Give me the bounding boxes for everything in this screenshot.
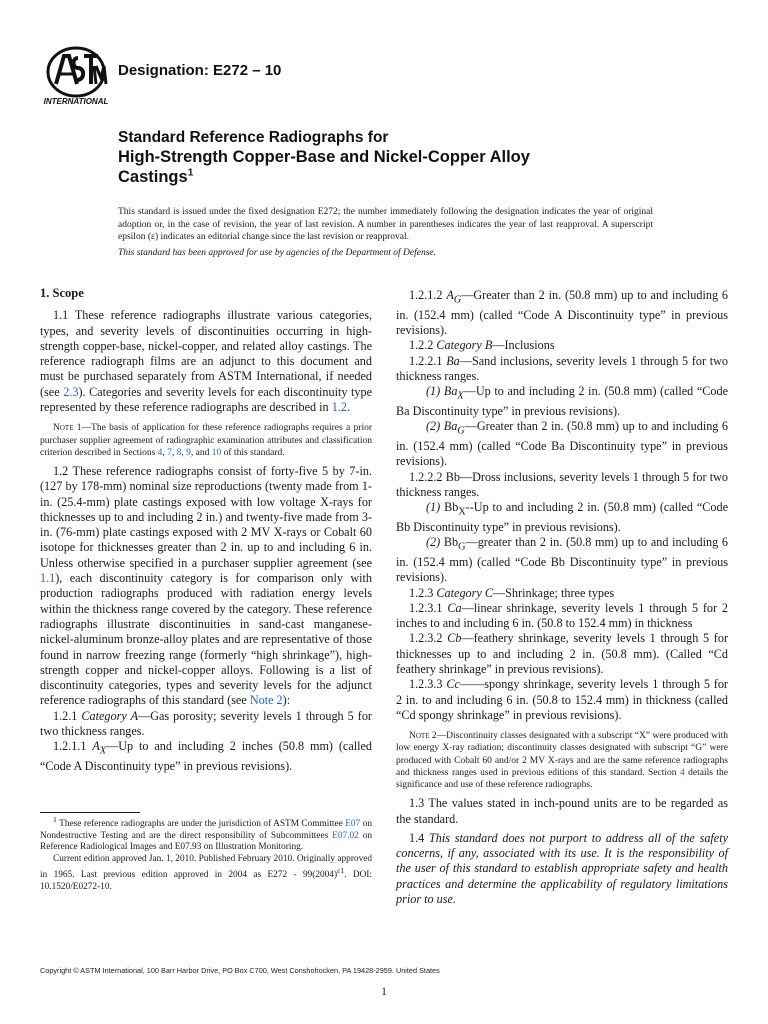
- copyright-notice: Copyright © ASTM International, 100 Barr Harbor Drive, PO Box C700, West Conshohocken, PA 19428-2959. United States: [40, 966, 440, 975]
- category-b-label: Category B: [436, 338, 493, 353]
- clause-number: 1.2.3.2: [409, 631, 448, 646]
- code-ba: Ba: [446, 353, 460, 368]
- paragraph-1-2-1-1: [40, 739, 372, 774]
- note-1: Note 1—The basis of application for these reference radiographs requires a prior purchaser supplier agreement of radiographic examination attributes and classification criterion described in Sections 4, 7, 8, 9, and 10 of this standard.: [40, 423, 373, 458]
- code-subscript: G: [453, 294, 462, 306]
- left-column: [40, 286, 372, 774]
- document-header: [38, 44, 738, 108]
- paragraph-text: —Shrinkage; three types: [492, 585, 615, 600]
- note-2-text: —Discontinuity classes designated with a subscript “X” were produced with low energy X-ray radiation; discontinuity classes designated with subscript “G” were produced with Cobalt 60 and/or 2 MV X-rays and are the same reference radiographs and thickness ranges used in previous editions of this standard. Section: [396, 731, 729, 778]
- link-section-7[interactable]: 7: [167, 447, 172, 458]
- category-a-label: Category A: [81, 708, 139, 723]
- footnote-text-b: on Nondestructive Testing and are the direct responsibility of Subcommittees: [40, 819, 372, 841]
- title-line-2: High-Strength Copper-Base and Nickel-Copper Alloy: [118, 148, 530, 166]
- paragraph-text: —Sand inclusions, severity levels 1 through 5 for two thickness ranges.: [396, 353, 729, 383]
- note-1-label: Note: [53, 423, 74, 434]
- paragraph-text: --Up to and including 2 in. (50.8 mm) (called “Code Bb Discontinuity type” in previous revisions).: [396, 500, 728, 534]
- paragraph-1-2-text-c: ):: [282, 693, 291, 708]
- code-a: A: [92, 739, 100, 754]
- code-a: A: [446, 288, 454, 302]
- paragraph-text: —Inclusions: [492, 338, 555, 353]
- footnote-edition: [40, 854, 372, 894]
- clause-number: 1.2.1.2: [409, 288, 447, 302]
- paragraph-1-2-1: [40, 709, 372, 740]
- standard-title: [118, 128, 678, 187]
- footnote-text-c: on Reference Radiological Images and E07.93 on Illustration Monitoring.: [40, 830, 373, 853]
- dod-approval: This standard has been approved for use by agencies of the Department of Defense.: [118, 248, 437, 258]
- paragraph-1-2-3-1: [396, 601, 728, 632]
- clause-number: 1.2.1.1: [53, 739, 93, 754]
- footnote-text-d: Current edition approved Jan. 1, 2010. Published February 2010. Originally approved in 1965. Last previous edition approved in 2004 as E272 - 99(2004): [40, 853, 372, 881]
- safety-caveat: This standard does not purport to address all of the safety concerns, if any, associated with its use. It is the responsibility of the user of this standard to establish appropriate safety and health practices and determine the applicability of regulatory limitations prior to use.: [396, 830, 729, 906]
- paragraph-1-2-text-b: ), each discontinuity category is for comparison only with production radiographs produced with radiation energy levels within the thickness range covered by the category. These reference radiographs illustrate discontinuities in sand-cast manganese-nickel-aluminum bronze-alloy plates and are representative of those found in narrow freezing range (formerly “high shrinkage”), high-strength copper and nickel-copper alloys. Following is a list of discontinuity categories, types and severity levels for the adjunct reference radiographs of this standard (see: [40, 571, 372, 708]
- title-line-3-text: Castings: [118, 168, 188, 186]
- link-1-1[interactable]: 1.1: [40, 571, 56, 586]
- code-subscript: X: [99, 745, 107, 757]
- title-line-3: [118, 167, 678, 187]
- link-section-4[interactable]: 4: [157, 447, 163, 458]
- item-number: (1): [426, 384, 444, 399]
- code-bb: Bb: [443, 535, 459, 550]
- section-heading-scope: 1. Scope: [40, 286, 84, 300]
- footnote-text-e: . DOI: 10.1520/E0272-10.: [40, 870, 372, 893]
- item-ba-x: [396, 384, 728, 419]
- paragraph-text: —feathery shrinkage, severity levels 1 through 5 for thicknesses up to and including 2 in. (50.8 mm). (Called “Cd feathery shrinkage” in previous revisions).: [396, 631, 729, 677]
- paragraph-text: ——spongy shrinkage, severity levels 1 through 5 for 2 in. to and including 6 in. (50.8 to 152.4 mm) in thickness (called “Cd spongy shrinkage” in previous revisions).: [396, 677, 728, 722]
- epsilon-mark: ε1: [337, 866, 345, 876]
- paragraph-text: —Greater than 2 in. (50.8 mm) up to and including 6 in. (152.4 mm) (called “Code Ba Discontinuity type” in previous revisions).: [396, 419, 729, 469]
- paragraph-1-2-3-2: [396, 631, 728, 677]
- code-subscript: G: [457, 425, 465, 437]
- link-section-4[interactable]: 4: [679, 767, 685, 778]
- code-ca: Ca: [447, 600, 462, 615]
- note-2-label: Note: [409, 731, 430, 742]
- note-1-and: , and: [190, 447, 212, 458]
- note-2-end: details the significance and use of these reference radiographs.: [396, 767, 728, 791]
- link-2-3[interactable]: 2.3: [63, 384, 79, 399]
- code-ba: Ba: [443, 419, 458, 434]
- title-footnote-mark: 1: [187, 167, 194, 179]
- link-note-2[interactable]: Note 2: [249, 693, 283, 708]
- item-bb-x: [396, 500, 728, 535]
- clause-number: 1.2.3: [409, 585, 437, 600]
- paragraph-1-4: [396, 831, 728, 907]
- clause-number: 1.4: [409, 830, 429, 845]
- paragraph-1-2-text-a: 1.2 These reference radiographs consist of forty-five 5 by 7-in. (127 by 178-mm) nominal size reproductions (twenty made from 1-in. (25.4-mm) plate castings exposed with low voltage X-rays for thicknesses up to and including 2 in.) and twenty-five made from 3-in. (76-mm) plate castings exposed with 2 MV X-rays or Cobalt 60 isotope for thicknesses greater than 2 in. up to and including 6 in. Unless otherwise specified in a purchaser supplier agreement (see: [40, 463, 372, 570]
- link-section-10[interactable]: 10: [211, 447, 222, 458]
- link-subcommittee-e07-02[interactable]: E07.02: [332, 830, 359, 841]
- item-bb-g: [396, 535, 728, 585]
- code-cc: Cc: [446, 677, 460, 692]
- footnote-mark: 1: [53, 815, 57, 824]
- note-1-text: —The basis of application for these reference radiographs requires a prior purchaser supplier agreement of radiographic examination attributes and classification criterion described in Sections: [40, 423, 373, 458]
- paragraph-1-1: [40, 308, 372, 415]
- code-subscript: X: [457, 390, 464, 402]
- item-number: (1): [426, 500, 445, 515]
- code-subscript: X: [458, 506, 466, 518]
- paragraph-1-2-3: [396, 586, 728, 601]
- paragraph-text: —Up to and including 2 in. (50.8 mm) (called “Code Ba Discontinuity type” in previous revisions).: [396, 384, 728, 418]
- paragraph-1-1-text: 1.1 These reference radiographs illustrate various categories, types, and severity levels of discontinuities occurring in high-strength copper-base, nickel-copper, and related alloy castings. The reference radiograph films are an adjunct to this document and must be purchased separately from ASTM International, if needed (see: [40, 308, 372, 399]
- paragraph-1-2-2-1: [396, 354, 728, 385]
- paragraph-1-2: [40, 464, 372, 709]
- clause-number: 1.2.2: [409, 338, 437, 353]
- footnote: [40, 814, 372, 894]
- link-section-8[interactable]: 8: [176, 447, 182, 458]
- paragraph-1-3: 1.3 The values stated in inch-pound units are to be regarded as the standard.: [396, 796, 728, 826]
- astm-logo-icon: [38, 44, 114, 106]
- link-committee-e07[interactable]: E07: [345, 819, 361, 830]
- right-column: [396, 288, 728, 907]
- note-1-end: of this standard.: [221, 447, 285, 458]
- clause-number: 1.2.3.3: [409, 677, 447, 692]
- code-subscript: G: [458, 541, 466, 553]
- paragraph-1-2-2: [396, 338, 728, 353]
- note-2: [396, 730, 728, 791]
- item-number: (2): [426, 535, 444, 550]
- footnote-rule: [40, 812, 140, 813]
- code-ba: Ba: [443, 384, 458, 399]
- paragraph-1-2-3-3: [396, 677, 728, 723]
- link-section-9[interactable]: 9: [186, 447, 191, 458]
- item-ba-g: [396, 419, 728, 469]
- issuance-notice: This standard is issued under the fixed designation E272; the number immediately following the designation indicates the year of original adoption or, in the case of revision, the year of last revision. A number in parentheses indicates the year of last reapproval. A superscript epsilon (ε) indicates an editorial change since the last revision or reapproval.: [118, 207, 653, 243]
- code-bb: Bb: [444, 500, 459, 515]
- note-1-number: 1: [76, 423, 82, 434]
- title-line-1: Standard Reference Radiographs for: [118, 129, 389, 146]
- clause-number: 1.2.1: [53, 708, 82, 723]
- note-2-number: 2: [431, 731, 437, 742]
- link-1-2[interactable]: 1.2: [331, 400, 347, 415]
- footnote-jurisdiction: [40, 814, 372, 854]
- paragraph-text: —greater than 2 in. (50.8 mm) up to and including 6 in. (152.4 mm) (called “Code Bb Discontinuity type” in previous revisions).: [396, 535, 728, 585]
- paragraph-1-2-1-1-text: —Up to and including 2 inches (50.8 mm) (called “Code A Discontinuity type” in previous revisions).: [40, 739, 373, 774]
- designation: Designation: E272 – 10: [118, 62, 282, 79]
- logo-subtitle: INTERNATIONAL: [43, 97, 109, 106]
- page-number: 1: [381, 986, 387, 998]
- paragraph-1-2-1-2: [396, 288, 728, 338]
- clause-number: 1.2.3.1: [409, 600, 448, 615]
- paragraph-1-2-2-2: 1.2.2.2 Bb—Dross inclusions, severity levels 1 through 5 for two thickness ranges.: [396, 469, 728, 499]
- paragraph-1-2-1-text: —Gas porosity; severity levels 1 through 5 for two thickness ranges.: [40, 708, 372, 739]
- item-number: (2): [426, 419, 444, 434]
- category-c-label: Category C: [436, 585, 493, 600]
- paragraph-1-1-text-mid: ). Categories and severity levels for each discontinuity type represented by these reference radiographs are described in: [40, 384, 372, 415]
- footnote-text-a: These reference radiographs are under the jurisdiction of ASTM Committee: [56, 819, 346, 830]
- paragraph-1-1-end: .: [346, 400, 350, 415]
- paragraph-text: —linear shrinkage, severity levels 1 through 5 for 2 inches to and including 6 in. (50.8 to 152.4 mm) in thickness: [396, 600, 729, 631]
- code-cb: Cb: [447, 631, 462, 646]
- paragraph-text: —Greater than 2 in. (50.8 mm) up to and including 6 in. (152.4 mm) (called “Code A Discontinuity type” in previous revisions).: [396, 288, 729, 338]
- clause-number: 1.2.2.1: [409, 353, 447, 368]
